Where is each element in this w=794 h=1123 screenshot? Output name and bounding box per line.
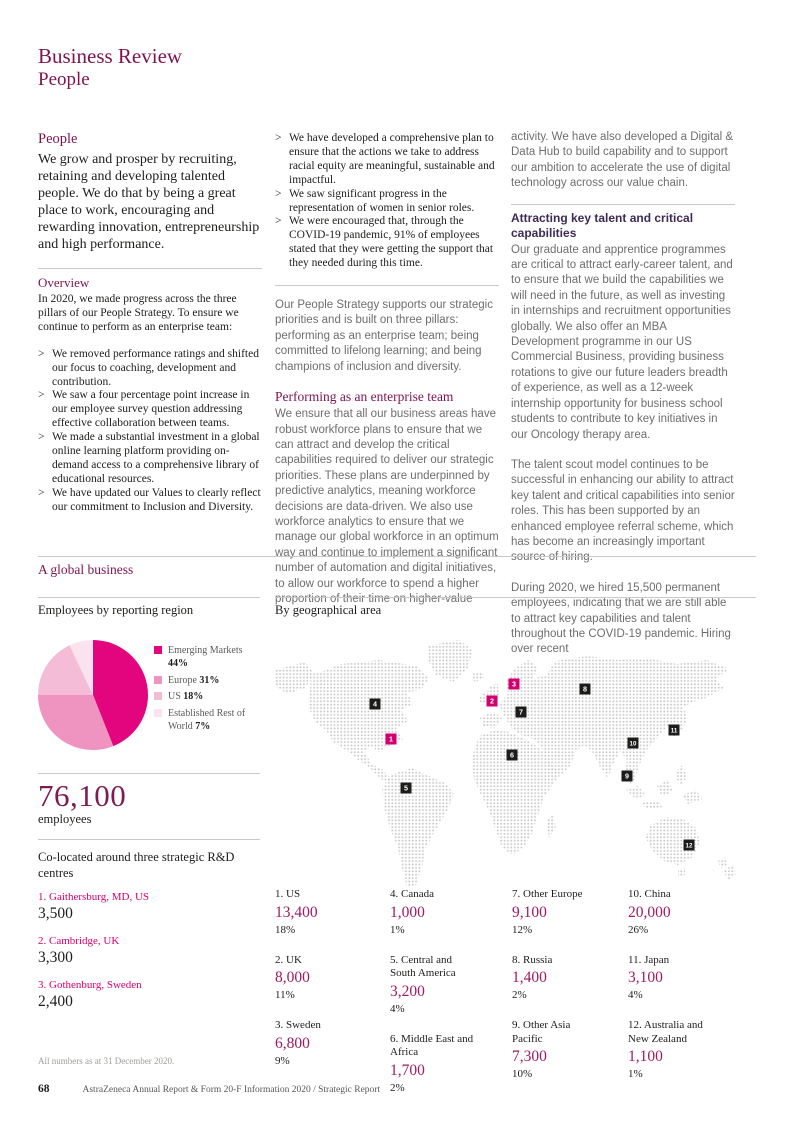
page-title: People xyxy=(38,69,90,90)
region-name: 4. Canada xyxy=(390,888,434,900)
bullet-text: We were encouraged that, through the COVID-19 pandemic, 91% of employees stated that they were getting the support that they needed during this time. xyxy=(289,215,494,270)
colocated-heading: Co-located around three strategic R&D centres xyxy=(38,850,235,880)
legend-swatch xyxy=(154,692,162,700)
section-title: Business Review xyxy=(38,44,183,68)
region-entry xyxy=(390,1033,512,1095)
map-marker-number-11: 11 xyxy=(670,727,678,735)
map-marker-number-10: 10 xyxy=(629,740,637,748)
region-entry xyxy=(628,954,740,1003)
legend-label: Europe 31% xyxy=(168,674,220,686)
rd-centre xyxy=(38,978,260,1011)
regions-column-1 xyxy=(275,888,390,1112)
map-marker-number-5: 5 xyxy=(404,783,408,793)
region-entry xyxy=(628,1019,740,1081)
enterprise-team-heading: Performing as an enterprise team xyxy=(275,389,454,405)
colocated-block xyxy=(38,839,260,1022)
bullet-item xyxy=(275,215,499,271)
region-value: 9,100 xyxy=(512,903,547,921)
map-marker-number-8: 8 xyxy=(583,684,587,694)
global-business-heading: A global business xyxy=(38,562,134,577)
region-value: 8,000 xyxy=(275,969,310,986)
overview-heading: Overview xyxy=(38,275,90,290)
region-name: 10. China xyxy=(628,888,671,900)
bullet-item xyxy=(275,132,499,188)
region-percent: 11% xyxy=(275,989,295,1001)
region-value: 20,000 xyxy=(628,903,671,921)
footnote: All numbers as at 31 December 2020. xyxy=(38,1056,175,1066)
legend-label: Established Rest of World 7% xyxy=(168,707,246,733)
rd-centre xyxy=(38,890,260,923)
region-percent: 12% xyxy=(512,923,533,936)
region-name: 1. US xyxy=(275,888,301,900)
bullet-text: We have updated our Values to clearly reflect our commitment to Inclusion and Diversity. xyxy=(52,486,261,513)
column-3 xyxy=(511,130,735,658)
region-name: 6. Middle East and Africa xyxy=(390,1032,474,1058)
legend-swatch xyxy=(154,709,162,717)
region-value: 7,300 xyxy=(512,1048,547,1065)
employees-pie-chart xyxy=(38,638,150,754)
region-percent: 1% xyxy=(390,923,405,936)
rd-centre-label: 1. Gaithersburg, MD, US xyxy=(38,891,150,903)
region-entry xyxy=(390,954,512,1016)
regions-column-4 xyxy=(628,888,740,1112)
bullet-marker: > xyxy=(38,347,45,360)
region-entry xyxy=(275,888,390,937)
page-footer xyxy=(38,1083,380,1095)
people-strategy-paragraph: Our People Strategy supports our strategic priorities and is built on three pillars: performing as an enterprise team; being committed to lifelong learning; and being champions of inclusion and diversity. xyxy=(275,285,499,375)
bullet-item xyxy=(38,348,262,390)
regions-table xyxy=(275,888,740,1112)
region-percent: 2% xyxy=(512,989,527,1001)
map-marker-number-4: 4 xyxy=(373,699,377,709)
bullet-marker: > xyxy=(275,132,282,144)
bullet-marker: > xyxy=(275,215,282,228)
total-employees-label: employees xyxy=(38,812,92,826)
talent-paragraph-1: Our graduate and apprentice programmes are critical to attract early-career talent, and to ensure that we build the capabilities we will need in the future, as well as investing in internships and recruitment opportunities globally. We also offer an MBA Development programme in our US Commercial Business, providing business rotations to give our future leaders breadth of experience, as well as a 12-week internship opportunity for business school students to contribute to key initiatives in our Oncology therapy area. xyxy=(511,243,733,441)
overview-body: In 2020, we made progress across the three pillars of our People Strategy. To ensure we continue to perform as an enterprise team: xyxy=(38,293,239,333)
legend-swatch xyxy=(154,676,162,684)
enterprise-team-body: We ensure that all our business areas have robust workforce plans to ensure that we can attract and develop the critical capabilities required to deliver our strategic priorities. These plans are underpinned by predictive analytics, meaning workforce decisions are data-driven. We also use workforce analytics to ensure that we manage our global workforce in an optimum way and continue to implement a significant number of automation and digital initiatives, to allow our workforce to spend a higher proportion of their time on higher-value xyxy=(275,408,499,605)
region-name: 11. Japan xyxy=(628,953,670,966)
regions-column-3 xyxy=(512,888,628,1112)
bullet-marker: > xyxy=(38,431,45,444)
legend-label: Emerging Markets 44% xyxy=(168,645,243,670)
bullet-text: We made a substantial investment in a global online learning platform providing on-demand access to a comprehensive library of educational resources. xyxy=(52,431,260,485)
intro-paragraph: We grow and prosper by recruiting, retaining and developing talented people. We do that by being a great place to work, encouraging and rewarding innovation, entrepreneurship and high performance. xyxy=(38,152,260,252)
legend-item xyxy=(154,690,254,703)
bullet-marker: > xyxy=(38,389,45,402)
region-percent: 1% xyxy=(628,1068,643,1080)
region-value: 3,200 xyxy=(390,982,425,1000)
world-map xyxy=(275,618,756,890)
overview-bullet-list-continued xyxy=(275,132,499,271)
map-marker-number-7: 7 xyxy=(519,707,523,717)
map-marker-number-9: 9 xyxy=(625,771,629,781)
digital-hub-paragraph: activity. We have also developed a Digital & Data Hub to build capability and to support our ambition to accelerate the use of digital technology across our value chain. xyxy=(511,131,734,190)
footer-text: AstraZeneca Annual Report & Form 20-F Information 2020 / Strategic Report xyxy=(82,1085,381,1095)
bullet-marker: > xyxy=(275,187,282,200)
column-2 xyxy=(275,130,499,607)
region-name: 7. Other Europe xyxy=(512,888,583,900)
rd-centre-label: 3. Gothenburg, Sweden xyxy=(38,979,142,991)
map-marker-number-12: 12 xyxy=(685,842,693,850)
map-marker-number-3: 3 xyxy=(512,679,516,689)
region-value: 1,000 xyxy=(390,903,425,921)
bullet-text: We saw significant progress in the representation of women in senior roles. xyxy=(289,187,475,214)
talent-paragraph-3: During 2020, we hired 15,500 permanent employees, indicating that we are still able to attract key capabilities and talent throughout the COVID-19 pandemic. Hiring over recent xyxy=(511,581,731,656)
region-value: 1,400 xyxy=(512,969,547,986)
bullet-item xyxy=(38,389,262,431)
total-employees-block xyxy=(38,773,260,826)
region-percent: 4% xyxy=(390,1002,405,1015)
region-entry xyxy=(628,888,740,937)
region-name: 2. UK xyxy=(275,953,302,966)
map-marker-number-6: 6 xyxy=(510,750,514,760)
talent-paragraph-2: The talent scout model continues to be successful in enhancing our ability to attract key talent and critical capabilities into senior roles. This has been supported by an enhanced employee referral scheme, which has become an increasingly important source of hiring. xyxy=(511,458,735,564)
region-value: 3,100 xyxy=(628,969,663,986)
region-percent: 4% xyxy=(628,989,643,1001)
bullet-item xyxy=(275,188,499,216)
bullet-text: We removed performance ratings and shifted our focus to coaching, development and contribution. xyxy=(52,347,259,388)
map-marker-number-1: 1 xyxy=(389,734,393,744)
bullet-text: We have developed a comprehensive plan to ensure that the actions we take to address racial equity are meaningful, sustainable and impactful. xyxy=(289,132,495,186)
bullet-item xyxy=(38,431,262,487)
total-employees-value: 76,100 xyxy=(38,778,127,813)
bullet-item xyxy=(38,487,262,515)
map-title: By geographical area xyxy=(275,597,756,618)
pie-chart-title: Employees by reporting region xyxy=(38,597,260,618)
region-percent: 9% xyxy=(275,1054,290,1067)
regions-column-2 xyxy=(390,888,512,1112)
legend-item xyxy=(154,644,254,671)
region-entry xyxy=(512,888,628,937)
continents xyxy=(275,640,736,887)
region-value: 13,400 xyxy=(275,903,318,921)
rd-centre-label: 2. Cambridge, UK xyxy=(38,935,120,947)
region-name: 5. Central and South America xyxy=(390,953,456,979)
talent-heading-block xyxy=(511,204,735,241)
region-name: 8. Russia xyxy=(512,953,553,966)
bullet-marker: > xyxy=(38,486,45,499)
region-entry xyxy=(512,954,628,1003)
overview-bullet-list xyxy=(38,348,262,515)
region-percent: 26% xyxy=(628,923,649,936)
rd-centre-value: 3,300 xyxy=(38,949,73,966)
region-entry xyxy=(390,888,512,937)
rd-centre-value: 2,400 xyxy=(38,993,73,1010)
bullet-text: We saw a four percentage point increase in our employee survey question addressing effective collaboration between teams. xyxy=(52,389,250,430)
page-header xyxy=(38,44,182,91)
region-entry xyxy=(275,1019,390,1068)
talent-heading: Attracting key talent and critical capabilities xyxy=(511,210,694,240)
legend-pct: 7% xyxy=(195,721,211,733)
rd-centre xyxy=(38,934,260,967)
legend-pct: 18% xyxy=(183,691,204,703)
region-entry xyxy=(275,954,390,1003)
map-marker-number-2: 2 xyxy=(490,696,494,706)
region-value: 6,800 xyxy=(275,1034,310,1052)
region-entry xyxy=(512,1019,628,1081)
legend-swatch xyxy=(154,646,162,654)
region-name: 3. Sweden xyxy=(275,1019,321,1031)
region-percent: 10% xyxy=(512,1068,533,1080)
rd-centres-list xyxy=(38,890,260,1011)
column-1 xyxy=(38,130,262,515)
region-percent: 2% xyxy=(390,1081,405,1094)
people-heading: People xyxy=(38,131,78,147)
rd-centre-value: 3,500 xyxy=(38,905,73,922)
legend-pct: 44% xyxy=(168,658,188,670)
pie-legend xyxy=(154,644,254,736)
legend-label: US 18% xyxy=(168,691,204,703)
region-name: 12. Australia and New Zealand xyxy=(628,1019,703,1045)
overview-block xyxy=(38,268,262,515)
region-value: 1,100 xyxy=(628,1048,663,1065)
legend-item xyxy=(154,674,254,687)
legend-item xyxy=(154,707,254,734)
legend-pct: 31% xyxy=(199,674,220,686)
region-value: 1,700 xyxy=(390,1061,425,1079)
region-name: 9. Other Asia Pacific xyxy=(512,1019,571,1045)
region-percent: 18% xyxy=(275,923,296,936)
page-number: 68 xyxy=(38,1083,50,1095)
